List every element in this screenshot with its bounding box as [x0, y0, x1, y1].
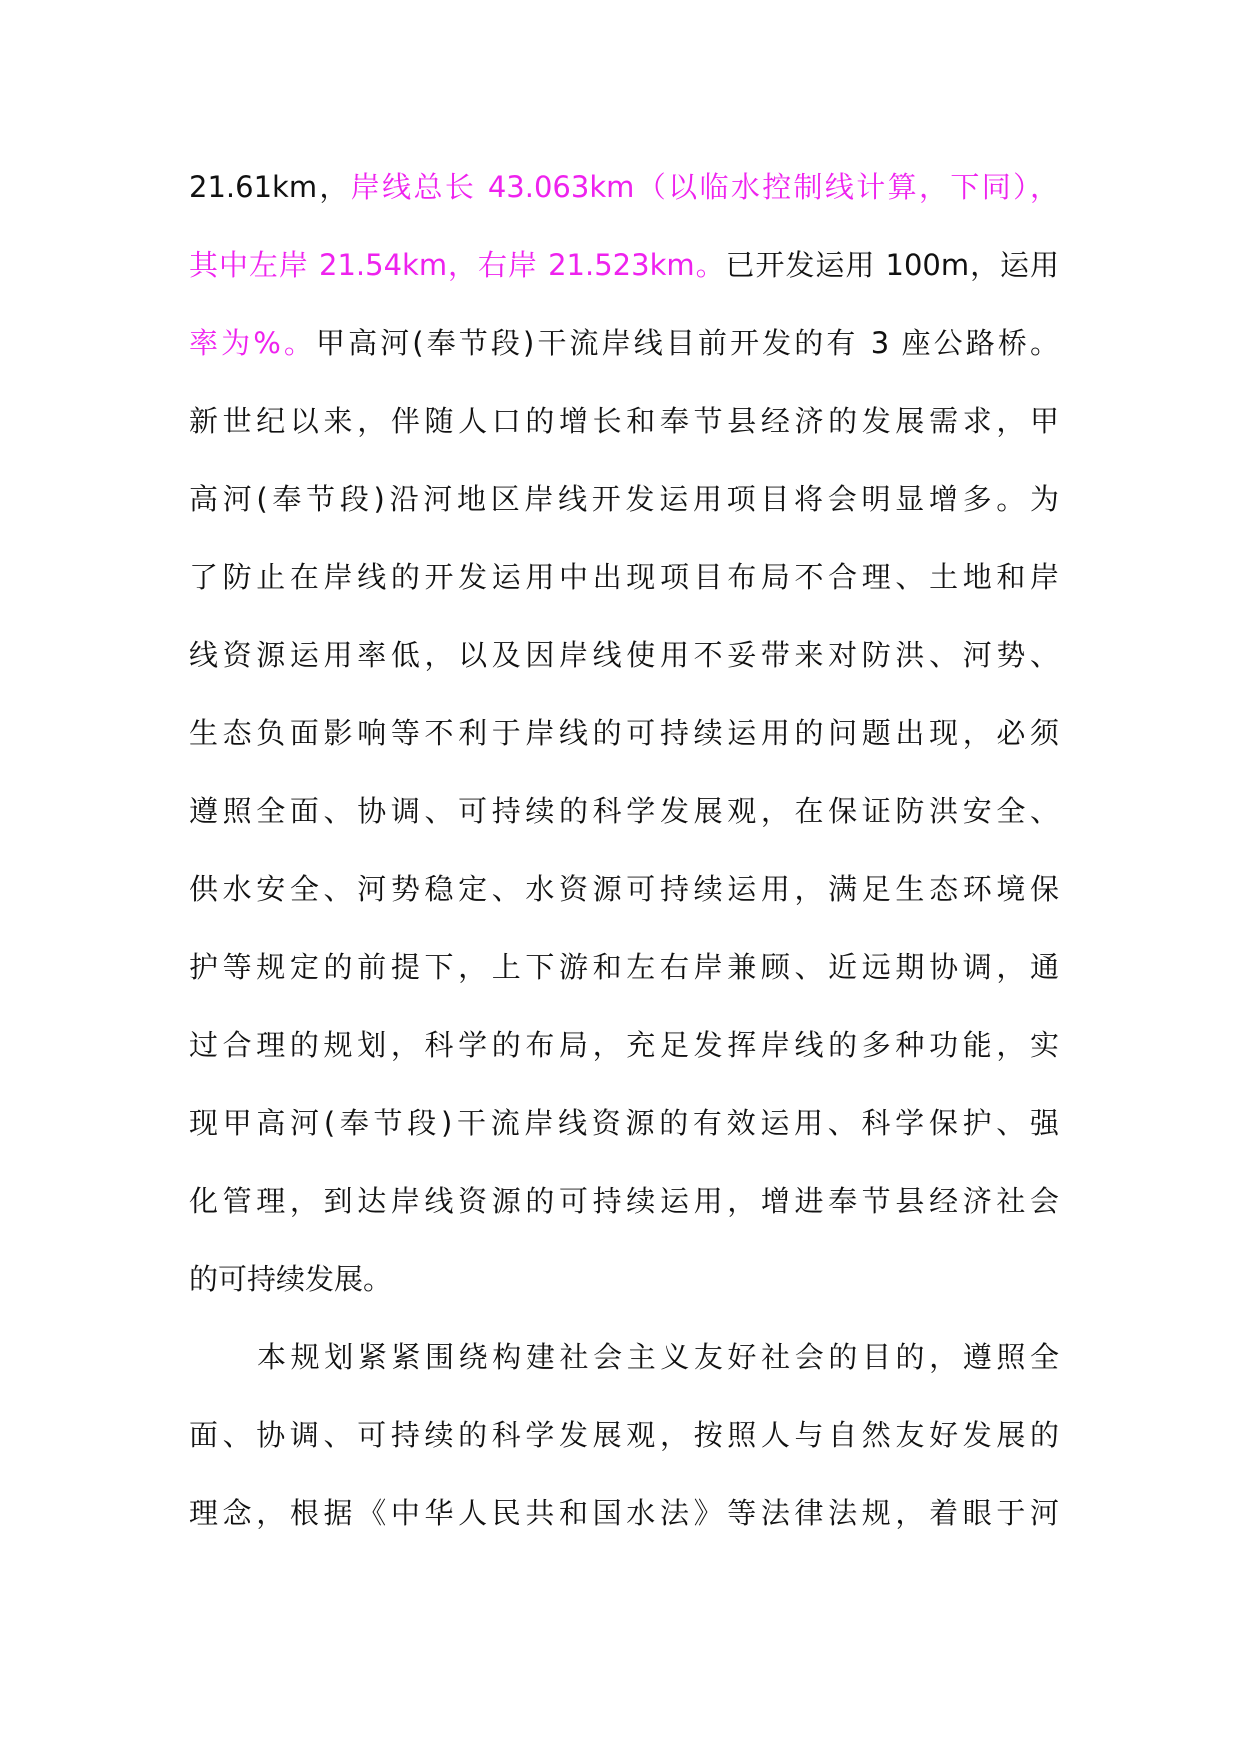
text-line: 了防止在岸线的开发运用中出现项目布局不合理、土地和岸: [189, 560, 1059, 594]
text-run: 甲高河(奉节段)干流岸线目前开发的有 3 座公路桥。: [315, 326, 1059, 360]
text-line: 供水安全、河势稳定、水资源可持续运用，满足生态环境保: [189, 872, 1059, 906]
document-body: [189, 160, 1059, 1564]
text-line: 高河(奉节段)沿河地区岸线开发运用项目将会明显增多。为: [189, 482, 1059, 516]
highlighted-text: 率为%。: [189, 326, 316, 360]
text-line: 线资源运用率低，以及因岸线使用不妥带来对防洪、河势、: [189, 638, 1059, 672]
text-line: 的可持续发展。: [189, 1262, 393, 1296]
text-line: 护等规定的前提下，上下游和左右岸兼顾、近远期协调，通: [189, 950, 1059, 984]
text-line: 过合理的规划，科学的布局，充足发挥岸线的多种功能，实: [189, 1028, 1059, 1062]
text-line: [189, 316, 1059, 394]
paragraph-first-line: 本规划紧紧围绕构建社会主义友好社会的目的，遵照全: [257, 1340, 1059, 1374]
text-line: 理念，根据《中华人民共和国水法》等法律法规，着眼于河: [189, 1496, 1059, 1530]
text-line: 生态负面影响等不利于岸线的可持续运用的问题出现，必须: [189, 716, 1059, 750]
text-line: 新世纪以来，伴随人口的增长和奉节县经济的发展需求，甲: [189, 404, 1059, 438]
text-line: 化管理，到达岸线资源的可持续运用，增进奉节县经济社会: [189, 1184, 1059, 1218]
text-line: 面、协调、可持续的科学发展观，按照人与自然友好发展的: [189, 1418, 1059, 1452]
text-line: [189, 238, 1059, 316]
text-run: 21.61km，: [189, 170, 351, 204]
text-line: 遵照全面、协调、可持续的科学发展观，在保证防洪安全、: [189, 794, 1059, 828]
highlighted-text: 其中左岸 21.54km，右岸 21.523km。: [189, 248, 726, 282]
text-run: 已开发运用 100m，运用: [725, 248, 1059, 282]
text-line: 现甲高河(奉节段)干流岸线资源的有效运用、科学保护、强: [189, 1106, 1059, 1140]
highlighted-text: 岸线总长 43.063km（以临水控制线计算，下同），: [350, 170, 1059, 204]
text-line: [189, 160, 1059, 238]
